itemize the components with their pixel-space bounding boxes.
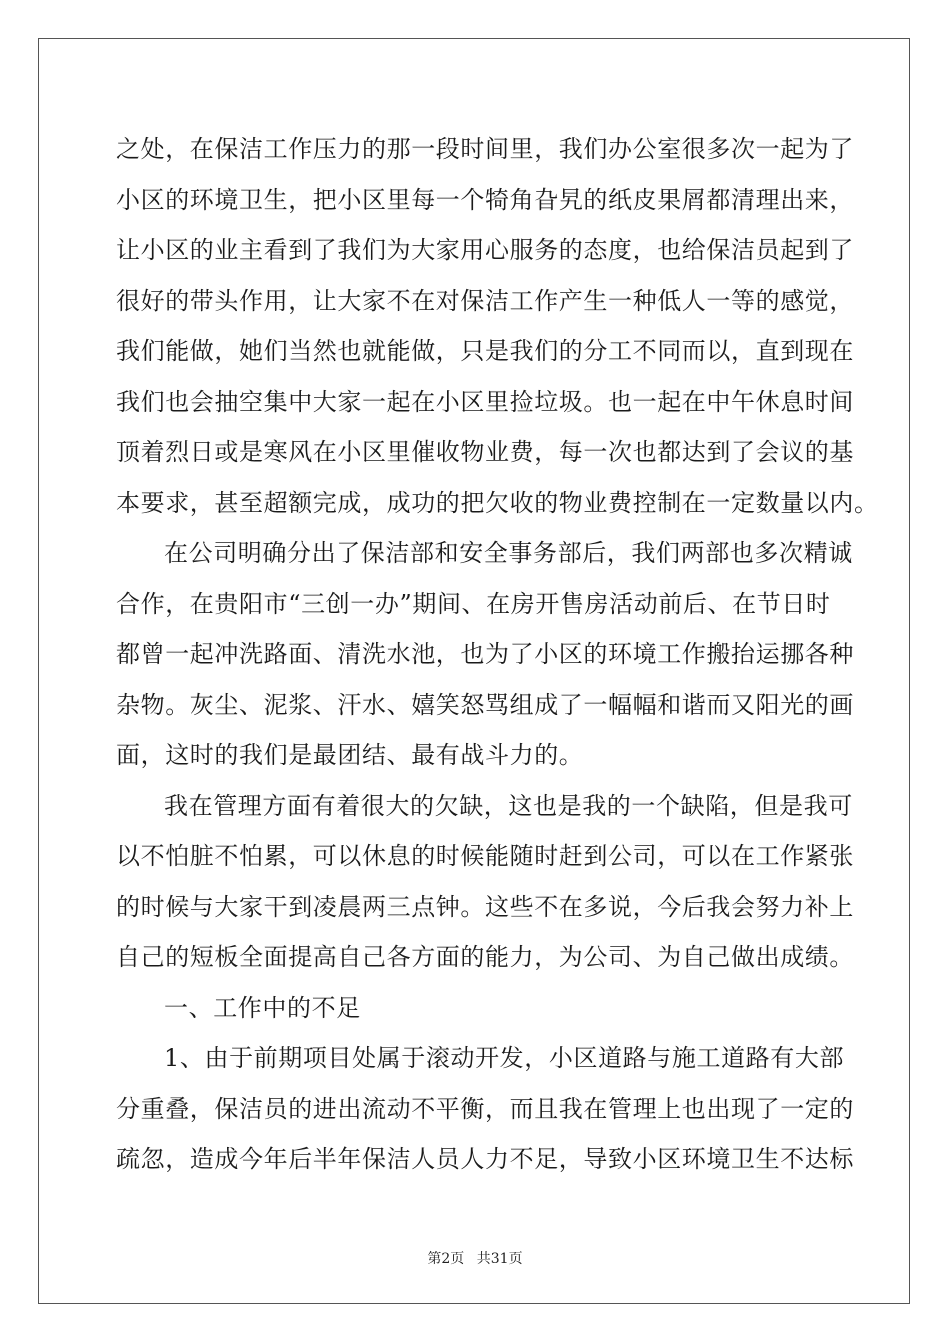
text-line: 很好的带头作用，让大家不在对保洁工作产生一种低人一等的感觉， [116,286,854,315]
text-line: 1、由于前期项目处属于滚动开发，小区道路与施工道路有大部 [164,1044,845,1072]
text-line: 都曾一起冲洗路面、清洗水池，也为了小区的环境工作搬抬运挪各种 [116,640,854,668]
section-heading: 一、工作中的不足 [164,993,361,1022]
text-line: 小区的环境卫生，把小区里每一个犄角旮旯的纸皮果屑都清理出来， [116,185,854,214]
text-line: 顶着烈日或是寒风在小区里催收物业费，每一次也都达到了会议的基 [116,438,854,466]
text-line: 让小区的业主看到了我们为大家用心服务的态度，也给保洁员起到了 [116,236,854,264]
text-line: 之处，在保洁工作压力的那一段时间里，我们办公室很多次一起为了 [116,135,854,163]
text-line: 分重叠，保洁员的进出流动不平衡，而且我在管理上也出现了一定的 [116,1094,854,1123]
text-line: 面，这时的我们是最团结、最有战斗力的。 [116,741,584,769]
text-line: 我们能做，她们当然也就能做，只是我们的分工不同而以，直到现在 [116,337,854,365]
text-line: 自己的短板全面提高自己各方面的能力，为公司、为自己做出成绩。 [116,943,854,971]
text-line: 以不怕脏不怕累，可以休息的时候能随时赶到公司，可以在工作紧张 [116,842,854,870]
text-line: 疏忽，造成今年后半年保洁人员人力不足，导致小区环境卫生不达标 [116,1145,854,1173]
text-line: 杂物。灰尘、泥浆、汗水、嬉笑怒骂组成了一幅幅和谐而又阳光的画 [116,690,854,719]
text-line: 在公司明确分出了保洁部和安全事务部后，我们两部也多次精诚 [164,539,853,567]
text-line: 我在管理方面有着很大的欠缺，这也是我的一个缺陷，但是我可 [164,791,853,820]
document-body [116,124,879,1185]
text-line: 我们也会抽空集中大家一起在小区里捡垃圾。也一起在中午休息时间 [116,387,854,416]
page-footer [0,1248,950,1268]
page-number: 第2页 [427,1251,465,1267]
text-line: 本要求，甚至超额完成，成功的把欠收的物业费控制在一定数量以内。 [116,488,879,517]
text-line: 的时候与大家干到凌晨两三点钟。这些不在多说，今后我会努力补上 [116,892,854,921]
text-line: 合作，在贵阳市“三创一办”期间、在房开售房活动前后、在节日时 [116,589,831,618]
page-total: 共31页 [476,1251,523,1267]
